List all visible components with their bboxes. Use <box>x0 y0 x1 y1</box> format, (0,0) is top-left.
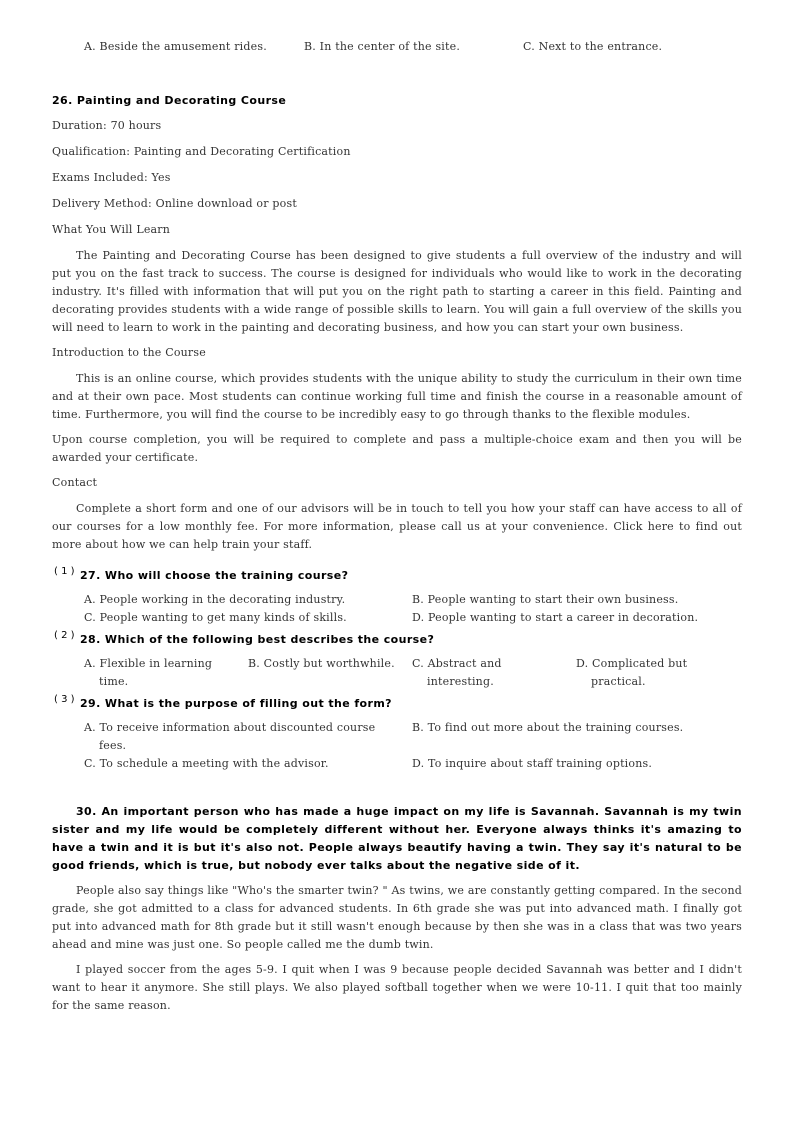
option-a: A. Flexible in learning time. <box>84 657 213 688</box>
question-29 <box>52 695 742 713</box>
question-stem: 27. Who will choose the training course? <box>80 569 349 582</box>
option-d: D. Complicated but practical. <box>576 657 688 688</box>
option-c: C. Abstract and interesting. <box>412 657 502 688</box>
completion-paragraph: Upon course completion, you will be required to complete and pass a multiple-choice exam and then you will be awarded your certificate. <box>52 433 742 464</box>
exams-line: Exams Included: Yes <box>52 171 171 184</box>
qualification-line: Qualification: Painting and Decorating Certification <box>52 145 351 158</box>
question-number: ( 2 ) <box>54 630 75 641</box>
option-b: B. Costly but worthwhile. <box>248 657 395 670</box>
article-title: 26. Painting and Decorating Course <box>52 94 287 107</box>
question-29-options <box>52 719 742 773</box>
option-b: B. To find out more about the training courses. <box>412 721 684 734</box>
duration-line: Duration: 70 hours <box>52 119 162 132</box>
learn-paragraph: The Painting and Decorating Course has been designed to give students a full overview of the industry and will put you on the fast track to success. The course is designed for individuals who would like to work in the decorating industry. It's filled with information that will put you on the right path to starting a career in this field. Painting and decorating provides students with a wide range of possible skills to learn. You will gain a full overview of the skills you will need to learn to work in the painting and decorating business, and how you can start your own business. <box>52 249 742 334</box>
learn-heading: What You Will Learn <box>52 223 171 236</box>
question-28-options <box>52 655 742 691</box>
intro-paragraph: This is an online course, which provides students with the unique ability to study the curriculum in their own time and at their own pace. Most students can continue working full time and finish the course in a reasonable amount of time. Furthermore, you will find the course to be incredibly easy to go through thanks to the flexible modules. <box>52 372 742 421</box>
document-page <box>52 38 742 1015</box>
option-a: A. People working in the decorating industry. <box>84 593 346 606</box>
option-c: C. People wanting to get many kinds of skills. <box>84 611 347 624</box>
question-number: ( 3 ) <box>54 694 75 705</box>
passage-30-paragraph-2: People also say things like "Who's the smarter twin? " As twins, we are constantly getting compared. In the second grade, she got admitted to a class for advanced students. In 6th grade she was put into advanced math. I finally got put into advanced math for 8th grade but it still wasn't enough because by then she was in a class that was two years ahead and mine was just one. So people called me the dumb twin. <box>52 884 742 951</box>
delivery-line: Delivery Method: Online download or post <box>52 197 297 210</box>
option-a: A. To receive information about discounted course fees. <box>84 721 376 752</box>
option-b: B. In the center of the site. <box>304 40 461 53</box>
contact-paragraph: Complete a short form and one of our advisors will be in touch to tell you how your staff can have access to all of our courses for a low monthly fee. For more information, please call us at your convenience. Click here to find out more about how we can help train your staff. <box>52 502 742 551</box>
option-d: D. People wanting to start a career in decoration. <box>412 611 699 624</box>
passage-30-paragraph-3: I played soccer from the ages 5-9. I quit when I was 9 because people decided Savannah was better and I didn't want to hear it anymore. She still plays. We also played softball together when we were 10-11. I quit that too mainly for the same reason. <box>52 963 742 1012</box>
question-28 <box>52 631 742 649</box>
option-a: A. Beside the amusement rides. <box>84 40 267 53</box>
passage-30-intro: 30. An important person who has made a huge impact on my life is Savannah. Savannah is my twin sister and my life would be completely different without her. Everyone always thinks it's amazing to have a twin and it is but it's also not. People always beautify having a twin. They say it's natural to be good friends, which is true, but nobody ever talks about the negative side of it. <box>52 805 742 872</box>
option-b: B. People wanting to start their own business. <box>412 593 679 606</box>
option-d: D. To inquire about staff training options. <box>412 757 653 770</box>
question-27-options <box>52 591 742 627</box>
option-c: C. To schedule a meeting with the advisor. <box>84 757 329 770</box>
intro-heading: Introduction to the Course <box>52 346 206 359</box>
question-number: ( 1 ) <box>54 566 75 577</box>
contact-heading: Contact <box>52 476 98 489</box>
question-27 <box>52 567 742 585</box>
question-stem: 28. Which of the following best describes the course? <box>80 633 435 646</box>
question-stem: 29. What is the purpose of filling out the form? <box>80 697 392 710</box>
previous-question-options <box>52 38 742 56</box>
option-c: C. Next to the entrance. <box>523 40 663 53</box>
